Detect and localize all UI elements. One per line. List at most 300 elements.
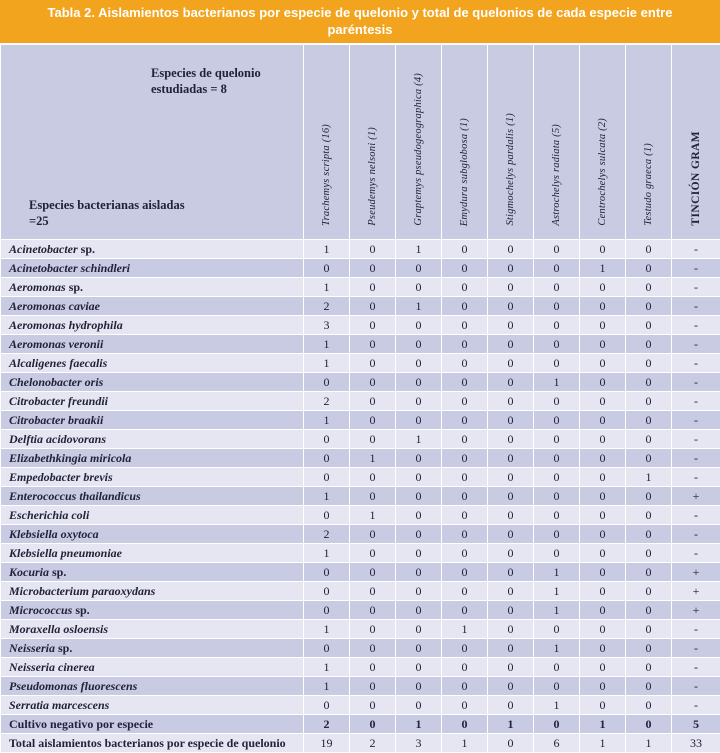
bacteria-name-cell	[1, 525, 304, 544]
bacteria-name-plain: sp.	[72, 603, 89, 617]
count-cell: 1	[304, 677, 350, 696]
count-cell: 0	[396, 468, 442, 487]
gram-value-cell: -	[672, 335, 720, 354]
bacteria-name-italic: Pseudomonas fluorescens	[9, 679, 137, 693]
count-cell: 1	[304, 658, 350, 677]
bacteria-name-cell	[1, 411, 304, 430]
count-cell: 1	[442, 620, 488, 639]
bacteria-name-italic: Escherichia coli	[9, 508, 89, 522]
count-cell: 6	[534, 734, 580, 753]
gram-value-cell: 5	[672, 715, 720, 734]
count-cell: 0	[534, 658, 580, 677]
count-cell: 0	[488, 696, 534, 715]
table-row	[1, 430, 720, 449]
count-cell: 0	[350, 430, 396, 449]
bacteria-name-cell	[1, 677, 304, 696]
count-cell: 0	[626, 525, 672, 544]
count-cell: 0	[304, 468, 350, 487]
count-cell: 1	[396, 240, 442, 259]
count-cell: 0	[350, 354, 396, 373]
species-column-header	[488, 45, 534, 240]
count-cell: 0	[442, 715, 488, 734]
gram-value-cell: -	[672, 316, 720, 335]
count-cell: 0	[350, 677, 396, 696]
count-cell: 0	[350, 563, 396, 582]
count-cell: 0	[534, 297, 580, 316]
count-cell: 0	[488, 335, 534, 354]
count-cell: 0	[442, 240, 488, 259]
table-row	[1, 582, 720, 601]
count-cell: 0	[350, 335, 396, 354]
count-cell: 1	[304, 278, 350, 297]
count-cell: 0	[488, 392, 534, 411]
count-cell: 0	[626, 354, 672, 373]
count-cell: 0	[580, 354, 626, 373]
gram-value-cell: 33	[672, 734, 720, 753]
count-cell: 0	[442, 449, 488, 468]
gram-value-cell: -	[672, 259, 720, 278]
count-cell: 0	[304, 373, 350, 392]
species-column-label: Emydura subglobosa (1)	[459, 118, 470, 226]
species-column-header	[304, 45, 350, 240]
bacteria-name-italic: Aeromonas caviae	[9, 299, 100, 313]
count-cell: 1	[626, 734, 672, 753]
count-cell: 0	[626, 430, 672, 449]
count-cell: 0	[442, 487, 488, 506]
count-cell: 0	[350, 658, 396, 677]
gram-value-cell: -	[672, 677, 720, 696]
count-cell: 0	[488, 240, 534, 259]
count-cell: 0	[626, 373, 672, 392]
gram-value-cell: -	[672, 639, 720, 658]
bacteria-name-cell	[1, 354, 304, 373]
count-cell: 0	[488, 734, 534, 753]
species-column-header	[534, 45, 580, 240]
count-cell: 0	[488, 259, 534, 278]
count-cell: 0	[488, 544, 534, 563]
count-cell: 0	[350, 639, 396, 658]
bacteria-name-cell	[1, 335, 304, 354]
bacteria-name-cell	[1, 297, 304, 316]
gram-value-cell: -	[672, 411, 720, 430]
table-row	[1, 468, 720, 487]
gram-value-cell: +	[672, 563, 720, 582]
table-row	[1, 259, 720, 278]
bacteria-name-cell	[1, 620, 304, 639]
count-cell: 0	[350, 468, 396, 487]
count-cell: 1	[534, 563, 580, 582]
count-cell: 1	[580, 259, 626, 278]
count-cell: 0	[626, 240, 672, 259]
count-cell: 0	[442, 525, 488, 544]
count-cell: 0	[304, 259, 350, 278]
table-row	[1, 411, 720, 430]
count-cell: 0	[488, 278, 534, 297]
count-cell: 0	[350, 373, 396, 392]
gram-value-cell: -	[672, 297, 720, 316]
count-cell: 0	[534, 468, 580, 487]
table-row	[1, 544, 720, 563]
count-cell: 1	[396, 430, 442, 449]
count-cell: 0	[534, 677, 580, 696]
count-cell: 0	[396, 639, 442, 658]
count-cell: 0	[626, 449, 672, 468]
bacteria-name-italic: Delftia acidovorans	[9, 432, 106, 446]
count-cell: 0	[304, 639, 350, 658]
count-cell: 0	[626, 715, 672, 734]
count-cell: 0	[350, 715, 396, 734]
count-cell: 0	[488, 563, 534, 582]
count-cell: 0	[442, 411, 488, 430]
count-cell: 0	[350, 696, 396, 715]
bacteria-name-italic: Serratia marcescens	[9, 698, 109, 712]
bacteria-name-cell	[1, 487, 304, 506]
count-cell: 0	[350, 544, 396, 563]
count-cell: 0	[580, 506, 626, 525]
bacteria-name-cell	[1, 544, 304, 563]
count-cell: 0	[580, 696, 626, 715]
count-cell: 0	[580, 620, 626, 639]
count-cell: 0	[396, 316, 442, 335]
count-cell: 0	[534, 316, 580, 335]
table-row	[1, 392, 720, 411]
table-row	[1, 601, 720, 620]
gram-value-cell: +	[672, 582, 720, 601]
count-cell: 0	[534, 525, 580, 544]
count-cell: 0	[396, 677, 442, 696]
bacteria-name-italic: Acinetobacter	[9, 242, 78, 256]
bacteria-name-cell	[1, 639, 304, 658]
count-cell: 0	[580, 278, 626, 297]
count-cell: 0	[442, 677, 488, 696]
bacteria-name-plain: sp.	[55, 641, 72, 655]
gram-value-cell: -	[672, 392, 720, 411]
count-cell: 0	[396, 620, 442, 639]
count-cell: 0	[396, 696, 442, 715]
count-cell: 0	[580, 563, 626, 582]
species-column-label: Trachemys scripta (16)	[321, 124, 332, 226]
count-cell: 0	[626, 335, 672, 354]
count-cell: 0	[626, 544, 672, 563]
count-cell: 0	[580, 392, 626, 411]
count-cell: 0	[580, 677, 626, 696]
count-cell: 0	[488, 297, 534, 316]
count-cell: 0	[580, 601, 626, 620]
bacteria-name-cell	[1, 715, 304, 734]
count-cell: 0	[396, 563, 442, 582]
table-body	[1, 240, 720, 753]
bacteria-name-italic: Empedobacter brevis	[9, 470, 113, 484]
count-cell: 0	[442, 506, 488, 525]
gram-value-cell: +	[672, 487, 720, 506]
table-row	[1, 506, 720, 525]
count-cell: 0	[304, 563, 350, 582]
count-cell: 0	[488, 487, 534, 506]
bacteria-name-plain: sp.	[78, 242, 95, 256]
table-row	[1, 658, 720, 677]
count-cell: 0	[488, 449, 534, 468]
count-cell: 0	[626, 297, 672, 316]
bacteria-name-italic: Micrococcus	[9, 603, 72, 617]
bacteria-name-plain: Cultivo negativo por especie	[9, 717, 153, 731]
table-row	[1, 278, 720, 297]
bacteria-name-italic: Aeromonas	[9, 280, 66, 294]
count-cell: 2	[304, 525, 350, 544]
count-cell: 0	[488, 582, 534, 601]
count-cell: 0	[442, 601, 488, 620]
species-column-header	[396, 45, 442, 240]
count-cell: 19	[304, 734, 350, 753]
species-column-label: Pseudemys nelsoni (1)	[367, 127, 378, 226]
count-cell: 0	[396, 449, 442, 468]
count-cell: 0	[396, 259, 442, 278]
count-cell: 0	[350, 316, 396, 335]
table-row	[1, 525, 720, 544]
count-cell: 0	[350, 620, 396, 639]
bacteria-name-cell	[1, 449, 304, 468]
count-cell: 0	[396, 411, 442, 430]
count-cell: 0	[534, 430, 580, 449]
gram-value-cell: -	[672, 658, 720, 677]
bacteria-name-cell	[1, 240, 304, 259]
count-cell: 0	[396, 392, 442, 411]
count-cell: 0	[442, 582, 488, 601]
bacteria-name-cell	[1, 392, 304, 411]
count-cell: 0	[442, 658, 488, 677]
table-row	[1, 715, 720, 734]
table-row	[1, 487, 720, 506]
gram-value-cell: -	[672, 468, 720, 487]
gram-value-cell: -	[672, 506, 720, 525]
bacteria-name-cell	[1, 563, 304, 582]
count-cell: 0	[488, 373, 534, 392]
count-cell: 0	[626, 487, 672, 506]
count-cell: 3	[304, 316, 350, 335]
count-cell: 0	[580, 639, 626, 658]
count-cell: 0	[626, 563, 672, 582]
count-cell: 0	[396, 335, 442, 354]
count-cell: 0	[488, 658, 534, 677]
count-cell: 1	[534, 639, 580, 658]
bacteria-name-cell	[1, 582, 304, 601]
count-cell: 0	[626, 601, 672, 620]
count-cell: 1	[580, 734, 626, 753]
corner-label-chelonian-species: Especies de quelonio estudiadas = 8	[151, 65, 301, 98]
count-cell: 0	[580, 544, 626, 563]
count-cell: 1	[534, 373, 580, 392]
count-cell: 0	[442, 354, 488, 373]
count-cell: 1	[304, 487, 350, 506]
count-cell: 2	[350, 734, 396, 753]
count-cell: 0	[396, 278, 442, 297]
gram-value-cell: -	[672, 240, 720, 259]
count-cell: 0	[534, 335, 580, 354]
species-column-label: Stigmochelys pardalis (1)	[505, 113, 516, 226]
count-cell: 0	[396, 601, 442, 620]
table-row	[1, 563, 720, 582]
bacteria-name-italic: Moraxella osloensis	[9, 622, 108, 636]
count-cell: 0	[534, 354, 580, 373]
count-cell: 0	[580, 316, 626, 335]
count-cell: 0	[442, 259, 488, 278]
header-row	[1, 45, 720, 240]
count-cell: 1	[304, 620, 350, 639]
count-cell: 0	[442, 468, 488, 487]
count-cell: 1	[580, 715, 626, 734]
table-row	[1, 354, 720, 373]
count-cell: 1	[396, 297, 442, 316]
count-cell: 0	[626, 506, 672, 525]
bacteria-name-italic: Enterococcus thailandicus	[9, 489, 141, 503]
count-cell: 0	[304, 696, 350, 715]
bacteria-name-cell	[1, 696, 304, 715]
count-cell: 0	[442, 563, 488, 582]
count-cell: 0	[534, 240, 580, 259]
count-cell: 0	[580, 335, 626, 354]
count-cell: 0	[534, 278, 580, 297]
table-row	[1, 297, 720, 316]
count-cell: 0	[626, 392, 672, 411]
count-cell: 0	[626, 677, 672, 696]
bacteria-name-cell	[1, 506, 304, 525]
count-cell: 0	[580, 525, 626, 544]
count-cell: 0	[442, 696, 488, 715]
count-cell: 0	[534, 506, 580, 525]
count-cell: 0	[304, 506, 350, 525]
bacteria-name-italic: Neisseria cinerea	[9, 660, 95, 674]
count-cell: 0	[488, 354, 534, 373]
bacteria-name-italic: Kocuria	[9, 565, 49, 579]
count-cell: 3	[396, 734, 442, 753]
count-cell: 0	[442, 639, 488, 658]
count-cell: 0	[488, 601, 534, 620]
gram-value-cell: -	[672, 354, 720, 373]
bacteria-name-cell	[1, 734, 304, 753]
count-cell: 2	[304, 715, 350, 734]
table-row	[1, 639, 720, 658]
count-cell: 0	[534, 487, 580, 506]
count-cell: 0	[626, 658, 672, 677]
count-cell: 0	[534, 259, 580, 278]
count-cell: 0	[580, 373, 626, 392]
count-cell: 0	[626, 582, 672, 601]
table-title: Tabla 2. Aislamientos bacterianos por especie de quelonio y total de quelonios de cada especie entre paréntesis	[0, 0, 720, 44]
count-cell: 0	[350, 601, 396, 620]
count-cell: 0	[304, 449, 350, 468]
bacteria-name-plain: sp.	[66, 280, 83, 294]
count-cell: 0	[442, 316, 488, 335]
gram-column-header	[672, 45, 720, 240]
bacteria-name-italic: Neisseria	[9, 641, 55, 655]
count-cell: 1	[534, 696, 580, 715]
gram-value-cell: -	[672, 696, 720, 715]
count-cell: 0	[488, 620, 534, 639]
bacteria-name-italic: Chelonobacter oris	[9, 375, 103, 389]
count-cell: 1	[534, 582, 580, 601]
count-cell: 1	[534, 601, 580, 620]
count-cell: 0	[626, 316, 672, 335]
bacteria-name-italic: Elizabethkingia miricola	[9, 451, 131, 465]
count-cell: 0	[580, 658, 626, 677]
bacteria-name-cell	[1, 316, 304, 335]
bacteria-name-cell	[1, 373, 304, 392]
table-row	[1, 240, 720, 259]
count-cell: 1	[304, 335, 350, 354]
gram-value-cell: -	[672, 449, 720, 468]
count-cell: 0	[534, 544, 580, 563]
count-cell: 0	[488, 316, 534, 335]
count-cell: 0	[580, 449, 626, 468]
count-cell: 1	[396, 715, 442, 734]
count-cell: 0	[350, 278, 396, 297]
gram-value-cell: -	[672, 544, 720, 563]
table-row	[1, 620, 720, 639]
count-cell: 0	[396, 373, 442, 392]
count-cell: 0	[488, 525, 534, 544]
bacteria-name-plain: Total aislamientos bacterianos por especie de quelonio	[9, 736, 286, 750]
count-cell: 0	[350, 411, 396, 430]
bacteria-name-cell	[1, 468, 304, 487]
bacteria-name-cell	[1, 259, 304, 278]
count-cell: 0	[350, 525, 396, 544]
count-cell: 0	[580, 487, 626, 506]
species-column-header	[626, 45, 672, 240]
species-column-header	[580, 45, 626, 240]
count-cell: 0	[626, 411, 672, 430]
table-row	[1, 335, 720, 354]
count-cell: 0	[396, 487, 442, 506]
count-cell: 0	[396, 544, 442, 563]
species-column-label: Astrochelys radiata (5)	[551, 124, 562, 226]
table-row	[1, 677, 720, 696]
count-cell: 0	[580, 240, 626, 259]
count-cell: 1	[442, 734, 488, 753]
count-cell: 0	[350, 259, 396, 278]
count-cell: 0	[580, 468, 626, 487]
count-cell: 0	[396, 354, 442, 373]
bacteria-name-plain: sp.	[49, 565, 66, 579]
count-cell: 0	[626, 278, 672, 297]
table-row	[1, 696, 720, 715]
count-cell: 1	[304, 544, 350, 563]
gram-value-cell: -	[672, 373, 720, 392]
count-cell: 0	[626, 696, 672, 715]
count-cell: 1	[626, 468, 672, 487]
bacteria-name-cell	[1, 658, 304, 677]
gram-value-cell: -	[672, 525, 720, 544]
count-cell: 1	[350, 506, 396, 525]
count-cell: 0	[488, 677, 534, 696]
count-cell: 0	[534, 715, 580, 734]
count-cell: 0	[580, 411, 626, 430]
count-cell: 0	[534, 411, 580, 430]
count-cell: 0	[304, 582, 350, 601]
count-cell: 1	[304, 354, 350, 373]
species-column-label: Centrochelys sulcata (2)	[597, 118, 608, 226]
gram-value-cell: -	[672, 278, 720, 297]
count-cell: 0	[350, 297, 396, 316]
count-cell: 0	[580, 430, 626, 449]
count-cell: 2	[304, 392, 350, 411]
count-cell: 0	[534, 620, 580, 639]
count-cell: 0	[350, 392, 396, 411]
count-cell: 0	[304, 430, 350, 449]
bacteria-name-italic: Citrobacter freundii	[9, 394, 108, 408]
count-cell: 0	[350, 582, 396, 601]
count-cell: 0	[442, 544, 488, 563]
bacteria-name-italic: Citrobacter braakii	[9, 413, 103, 427]
count-cell: 0	[396, 506, 442, 525]
